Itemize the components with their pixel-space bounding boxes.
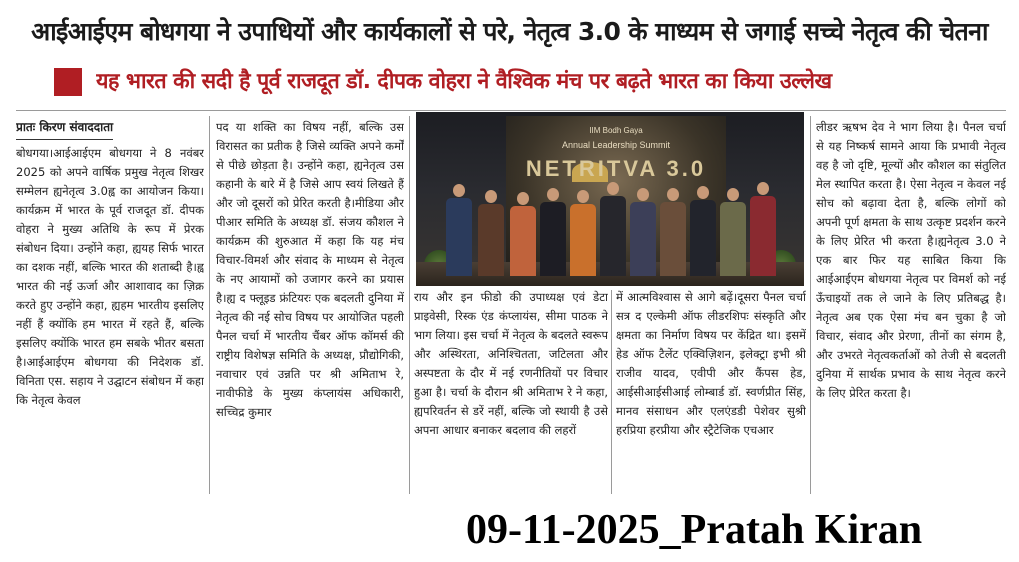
column-3-text: राय और इन फीडो की उपाध्यक्ष एवं डेटा प्राइवेसी, रिस्क एंड कंप्लायंस, सीमा पाठक ने भाग लिया। इस चर्चा में नेतृत्व के बदलते स्वरूप और अस्थिरता, अनिश्चितता, जटिलता और अस्पष्टता के दौर में नई रणनीतियों पर विचार हुआ है। चर्चा के दौरान श्री अमिताभ रे ने कहा, ह्यपरिवर्तन से डरें नहीं, बल्कि जो स्थायी है उसे अपना आधार बनाकर बदलाव की लहरों [414, 290, 608, 437]
article-column-4 [616, 288, 806, 492]
person-figure [660, 188, 686, 276]
person-figure [690, 186, 716, 276]
person-figure [478, 190, 504, 276]
column-divider [209, 116, 210, 494]
headline: आईआईएम बोधगया ने उपाधियों और कार्यकालों से परे, नेतृत्व 3.0 के माध्यम से जगाई सच्चे नेतृत्व की चेतना [31, 17, 988, 46]
person-figure [750, 182, 776, 276]
column-divider [810, 116, 811, 494]
article-column-3 [414, 288, 608, 492]
subheadline-row [0, 60, 1019, 104]
date-source-label: 09-11-2025_Pratah Kiran [466, 507, 923, 553]
column-divider [409, 116, 410, 494]
person-figure [600, 182, 626, 276]
screen-text-line-1: IIM Bodh Gaya [589, 126, 643, 135]
person-figure [630, 188, 656, 276]
person-figure [570, 190, 596, 276]
screen-text-line-3: NETRITVA 3.0 [525, 156, 707, 181]
person-figure [510, 192, 536, 276]
column-2-text: पद या शक्ति का विषय नहीं, बल्कि उस विरासत का प्रतीक है जिसे व्यक्ति अपने कर्मों से पीछे छोड़ता है। उन्होंने कहा, ह्यनेतृत्व उस कहानी के बारे में है जिसे आप स्वयं लिखते हैं और जो दूसरों को प्रेरित करती है।मीडिया और पीआर समिति के अध्यक्ष डॉ. संजय कौशल ने कार्यक्रम की शुरुआत में कहा कि यह मंच विचार-विमर्श और संवाद के माध्यम से नेतृत्व के नए आयामों को उजागर करने का प्रयास है।ह्य द फ्लूइड फ्रंटियरः एक बदलती दुनिया में नेतृत्व की नई सोच विषय पर आयोजित पहली पैनल चर्चा में भारतीय चैंबर ऑफ कॉमर्स की राष्ट्रीय विशेषज्ञ समिति के अध्यक्ष, प्रौद्योगिकी, नवाचार एवं उन्नति पर श्री अमिताभ रे, नावीफीडे के मुख्य कंप्लायंस अधिकारी, सच्चिद्र कुमार [216, 120, 404, 419]
column-divider [611, 290, 612, 494]
byline: प्रातः किरण संवाददाता [16, 118, 113, 140]
red-square-bullet-icon [54, 68, 82, 96]
column-5-text: लीडर ऋषभ देव ने भाग लिया है। पैनल चर्चा से यह निष्कर्ष सामने आया कि प्रभावी नेतृत्व वह है जो दृष्टि, मूल्यों और कौशल का संतुलित मेल स्थापित करता है। ऐसा नेतृत्व न केवल नई सोच को बढ़ावा देता है, बल्कि लोगों को अपनी पूर्ण क्षमता के साथ उत्कृष्ट प्रदर्शन करने के लिए प्रेरित भी करता है।ह्यनेतृत्व 3.0 ने एक बार फिर यह साबित किया कि आईआईएम बोधगया नेतृत्व पर विमर्श को नई ऊँचाइयों तक ले जाने के लिए प्रतिबद्ध है। नेतृत्व अब एक ऐसा मंच बन चुका है जो विचार, संवाद और प्रेरणा, तीनों का संगम है, और उभरते नेतृत्वकर्ताओं को तेजी से बदलती दुनिया में सार्थक प्रभाव के साथ नेतृत्व करने के लिए प्रेरित करता है। [816, 120, 1006, 400]
screen-text-line-2: Annual Leadership Summit [561, 140, 671, 150]
person-figure [720, 188, 746, 276]
column-1-text: बोधगया।आईआईएम बोधगया ने 8 नवंबर 2025 को अपने वार्षिक प्रमुख नेतृत्व शिखर सम्मेलन ह्यनेतृत्व 3.0ह्व का आयोजन किया। कार्यक्रम में भारत के पूर्व राजदूत डॉ. दीपक वोहरा ने मुख्य अतिथि के रूप में प्रेरक संबोधन दिया। उन्होंने कहा, ह्ययह सिर्फ भारत का दशक नहीं, बल्कि भारत की शताब्दी है।ह्व भारत की नई ऊर्जा और आशावाद का ज़िक्र करते हुए उन्होंने कहा, ह्यहम भारतीय इसलिए नहीं हैं क्योंकि हम भारत में रहते हैं, बल्कि इसलिए क्योंकि भारत हम सबके भीतर बसता है।आईआईएम बोधगया की निदेशक डॉ. विनिता एस. सहाय ने उद्घाटन संबोधन में कहा कि नेतृत्व केवल [16, 146, 204, 407]
header-divider [16, 110, 1006, 111]
event-photo [416, 112, 804, 286]
person-figure [540, 188, 566, 276]
article-column-5 [816, 118, 1006, 488]
subheadline: यह भारत की सदी है पूर्व राजदूत डॉ. दीपक वोहरा ने वैश्विक मंच पर बढ़ते भारत का किया उल्लेख [96, 69, 832, 94]
column-4-text: में आत्मविश्वास से आगे बढ़ें।दूसरा पैनल चर्चा सत्र द एल्केमी ऑफ लीडरशिपः संस्कृति और क्षमता का निर्माण विषय पर केंद्रित था। इसमें हेड ऑफ टैलेंट एक्विज़िशन, इलेक्ट्रा इभी श्री राजीव यादव, एवीपी और कैंपस हेड, आईसीआईसीआई लोम्बार्ड डॉ. स्वर्णप्रीत सिंह, मानव संसाधन और एलएंडडी पेशेवर सुश्री हरप्रिया हरप्रीया और स्ट्रैटेजिक एचआर [616, 290, 806, 437]
person-figure [446, 184, 472, 276]
article-column-1 [16, 118, 204, 500]
article-column-2 [216, 118, 404, 492]
